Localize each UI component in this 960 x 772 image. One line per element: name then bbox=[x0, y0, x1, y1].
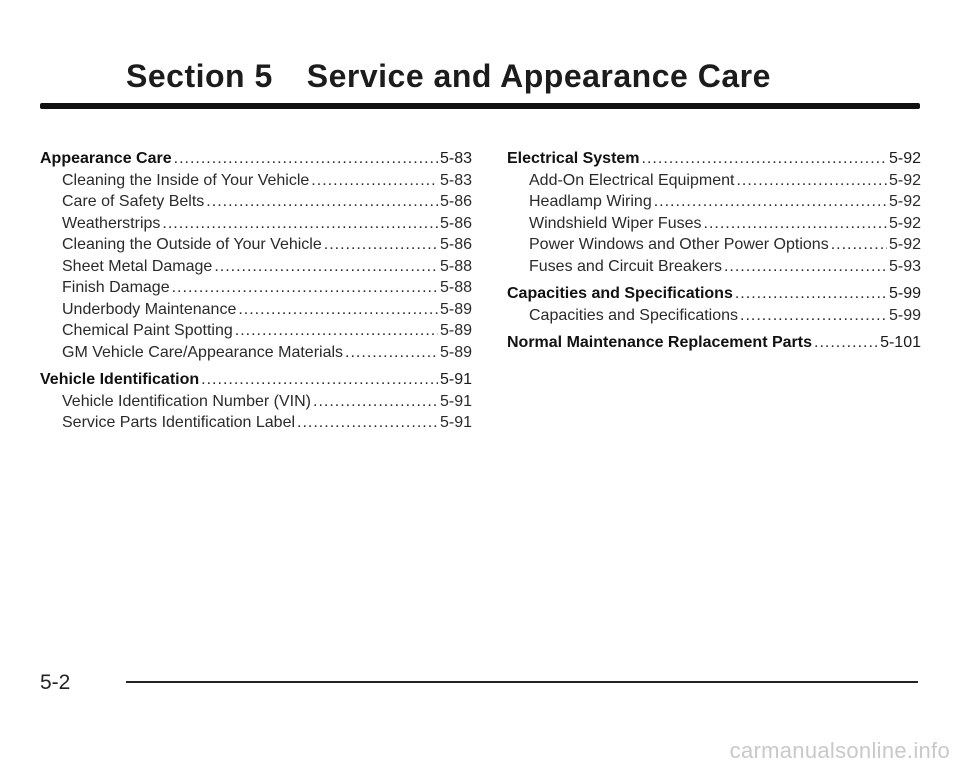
toc-entry-page: 5-89 bbox=[439, 300, 472, 318]
toc-entry-label: Care of Safety Belts bbox=[62, 193, 205, 210]
section-number: Section 5 bbox=[126, 58, 273, 94]
toc-entry-label: Electrical System bbox=[507, 150, 640, 167]
toc-entry-label: Normal Maintenance Replacement Parts bbox=[507, 334, 812, 351]
toc-entry-label: Cleaning the Inside of Your Vehicle bbox=[62, 171, 310, 189]
toc-entry-page: 5-88 bbox=[439, 279, 472, 296]
dot-leader bbox=[724, 256, 887, 278]
toc-section-entry[interactable] bbox=[40, 148, 472, 170]
dot-leader bbox=[238, 299, 438, 321]
toc-entry-page: 5-91 bbox=[439, 371, 472, 388]
toc-entry-page: 5-92 bbox=[888, 236, 921, 253]
dot-leader bbox=[172, 277, 438, 299]
toc-entry-label: Windshield Wiper Fuses bbox=[529, 214, 702, 232]
dot-leader bbox=[736, 170, 887, 192]
dot-leader bbox=[345, 342, 438, 364]
toc-entry-page: 5-89 bbox=[439, 322, 472, 339]
toc-subentry[interactable] bbox=[507, 234, 921, 256]
toc-section-entry[interactable] bbox=[507, 148, 921, 170]
toc-entry-page: 5-86 bbox=[439, 236, 472, 253]
dot-leader bbox=[324, 234, 438, 256]
toc-entry-label: Headlamp Wiring bbox=[529, 193, 652, 210]
toc-entry-label: Service Parts Identification Label bbox=[62, 414, 296, 431]
page-number: 5-2 bbox=[40, 671, 71, 694]
toc-subentry[interactable] bbox=[507, 256, 921, 278]
dot-leader bbox=[235, 320, 438, 342]
dot-leader bbox=[740, 305, 887, 327]
dot-leader bbox=[311, 170, 438, 192]
toc-entry-label: Vehicle Identification bbox=[40, 371, 200, 388]
toc-entry-label: Sheet Metal Damage bbox=[62, 257, 213, 275]
toc-entry-label: Capacities and Specifications bbox=[507, 285, 733, 302]
toc-entry-page: 5-83 bbox=[439, 150, 472, 167]
toc-section-entry[interactable] bbox=[507, 283, 921, 305]
toc-entry-page: 5-86 bbox=[439, 193, 472, 210]
dot-leader bbox=[654, 191, 887, 213]
toc-entry-label: Chemical Paint Spotting bbox=[62, 322, 233, 339]
toc-entry-page: 5-99 bbox=[888, 285, 921, 302]
toc-subentry[interactable] bbox=[507, 191, 921, 213]
dot-leader bbox=[297, 412, 438, 434]
toc-entry-label: Capacities and Specifications bbox=[529, 306, 739, 324]
section-title: Service and Appearance Care bbox=[306, 58, 771, 94]
toc-entry-label: Cleaning the Outside of Your Vehicle bbox=[62, 236, 322, 253]
toc-section-entry[interactable] bbox=[507, 332, 921, 354]
toc-subentry[interactable] bbox=[40, 213, 472, 235]
toc-subentry[interactable] bbox=[40, 191, 472, 213]
dot-leader bbox=[201, 369, 438, 391]
dot-leader bbox=[174, 148, 438, 170]
toc-entry-page: 5-92 bbox=[888, 214, 921, 232]
toc-entry-page: 5-93 bbox=[888, 257, 921, 275]
dot-leader bbox=[704, 213, 887, 235]
section-header bbox=[126, 58, 771, 95]
toc-entry-page: 5-92 bbox=[888, 193, 921, 210]
dot-leader bbox=[214, 256, 438, 278]
toc-entry-page: 5-91 bbox=[439, 414, 472, 431]
toc-entry-label: Power Windows and Other Power Options bbox=[529, 236, 829, 253]
dot-leader bbox=[642, 148, 887, 170]
toc-subentry[interactable] bbox=[40, 170, 472, 192]
toc-entry-page: 5-89 bbox=[439, 343, 472, 361]
toc-entry-label: Finish Damage bbox=[62, 279, 170, 296]
toc-subentry[interactable] bbox=[507, 170, 921, 192]
toc-entry-label: Fuses and Circuit Breakers bbox=[529, 257, 722, 275]
toc-entry-page: 5-92 bbox=[888, 171, 921, 189]
dot-leader bbox=[313, 391, 438, 413]
toc-entry-page: 5-86 bbox=[439, 214, 472, 232]
toc-subentry[interactable] bbox=[40, 299, 472, 321]
toc-entry-label: Add-On Electrical Equipment bbox=[529, 171, 735, 189]
dot-leader bbox=[735, 283, 887, 305]
dot-leader bbox=[162, 213, 438, 235]
toc-entry-label: Underbody Maintenance bbox=[62, 300, 237, 318]
toc-subentry[interactable] bbox=[40, 277, 472, 299]
dot-leader bbox=[814, 332, 878, 354]
header-rule bbox=[40, 103, 920, 109]
toc-entry-label: Appearance Care bbox=[40, 150, 172, 167]
toc-subentry[interactable] bbox=[507, 305, 921, 327]
toc-subentry[interactable] bbox=[40, 412, 472, 434]
footer-rule bbox=[126, 681, 918, 683]
watermark: carmanualsonline.info bbox=[729, 738, 950, 763]
dot-leader bbox=[206, 191, 438, 213]
toc-entry-label: GM Vehicle Care/Appearance Materials bbox=[62, 343, 344, 361]
toc-entry-label: Vehicle Identification Number (VIN) bbox=[62, 392, 311, 410]
toc-section-entry[interactable] bbox=[40, 369, 472, 391]
toc-subentry[interactable] bbox=[40, 256, 472, 278]
toc-entry-page: 5-91 bbox=[439, 392, 472, 410]
toc-entry-page: 5-101 bbox=[880, 334, 921, 351]
toc-left-column bbox=[40, 148, 472, 434]
toc-subentry[interactable] bbox=[40, 234, 472, 256]
toc-subentry[interactable] bbox=[507, 213, 921, 235]
toc-subentry[interactable] bbox=[40, 320, 472, 342]
toc-entry-page: 5-83 bbox=[439, 171, 472, 189]
toc-entry-page: 5-99 bbox=[888, 306, 921, 324]
toc-entry-page: 5-88 bbox=[439, 257, 472, 275]
toc-entry-page: 5-92 bbox=[888, 150, 921, 167]
toc-entry-label: Weatherstrips bbox=[62, 214, 161, 232]
toc-right-column bbox=[507, 148, 921, 354]
dot-leader bbox=[831, 234, 887, 256]
toc-subentry[interactable] bbox=[40, 342, 472, 364]
toc-subentry[interactable] bbox=[40, 391, 472, 413]
